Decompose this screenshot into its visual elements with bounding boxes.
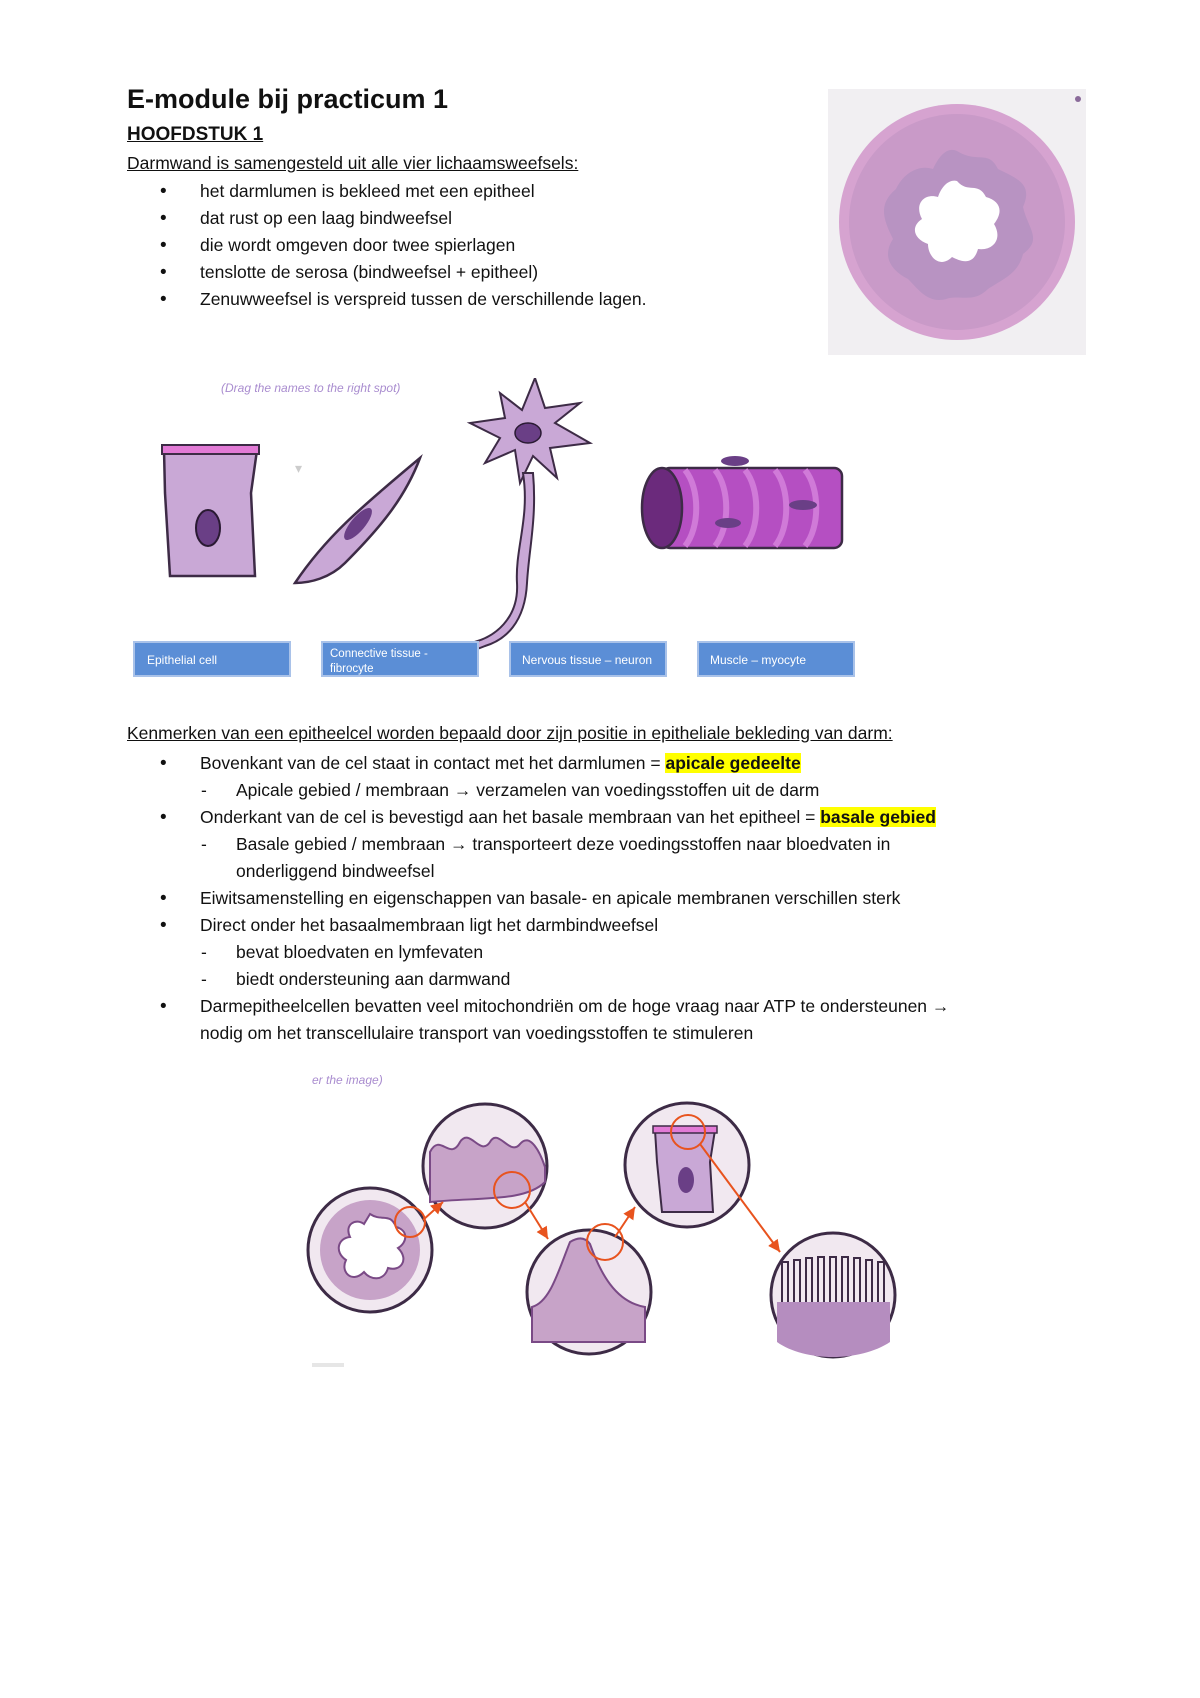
highlight-apical: apicale gedeelte: [665, 753, 801, 773]
figure-hint: er the image): [312, 1073, 383, 1087]
svg-text:Nervous tissue – neuron: Nervous tissue – neuron: [522, 653, 653, 667]
list-item: • Zenuwweefsel is verspreid tussen de verschillende lagen.: [127, 286, 647, 313]
list-item: • Direct onder het basaalmembraan ligt het darmbindweefsel: [127, 912, 1147, 939]
sub-item: - Basale gebied / membraan → transporteert deze voedingsstoffen naar bloedvaten in: [201, 834, 891, 854]
svg-text:fibrocyte: fibrocyte: [330, 663, 374, 675]
intestine-overview-circle: [308, 1188, 432, 1312]
list-item: • dat rust op een laag bindweefsel: [127, 205, 647, 232]
epithelial-cell-illustration: [162, 445, 259, 576]
microvilli-circle: [771, 1233, 895, 1357]
sub-item: - biedt ondersteuning aan darmwand: [201, 969, 511, 989]
sub-item: - Apicale gebied / membraan → verzamelen van voedingsstoffen uit de darm: [201, 780, 820, 800]
list-item: • Eiwitsamenstelling en eigenschappen van basale- en apicale membranen verschillen sterk: [127, 885, 1147, 912]
intestine-cross-section-image: [828, 89, 1086, 355]
list-item: • Onderkant van de cel is bevestigd aan het basale membraan van het epitheel = basale gebied: [127, 804, 1147, 831]
fibrocyte-illustration: [295, 458, 420, 583]
zoom-sequence-figure: [300, 1072, 920, 1372]
section-heading: Kenmerken van een epitheelcel worden bepaald door zijn positie in epitheliale bekleding van darm:: [127, 723, 893, 743]
page-title: E-module bij practicum 1: [127, 84, 449, 114]
highlight-basal: basale gebied: [820, 807, 936, 827]
intro-text: Darmwand is samengesteld uit alle vier lichaamsweefsels:: [127, 153, 579, 173]
list-item: • die wordt omgeven door twee spierlagen: [127, 232, 647, 259]
figure-hint: (Drag the names to the right spot): [221, 381, 401, 395]
sub-item: - bevat bloedvaten en lymfevaten: [201, 942, 484, 962]
villus-circle: [527, 1224, 651, 1354]
list-item: • Darmepitheelcellen bevatten veel mitochondriën om de hoge vraag naar ATP te ondersteunen → nodig om het transcellulaire transport van voedingsstoffen te stimuleren: [127, 993, 1147, 1047]
cell-types-figure: [125, 378, 865, 688]
chapter-heading: HOOFDSTUK 1: [127, 124, 264, 145]
intro-bullet-list: [127, 178, 647, 313]
svg-text:Connective tissue -: Connective tissue -: [330, 648, 428, 660]
svg-text:▾: ▾: [295, 460, 303, 476]
list-item: • Bovenkant van de cel staat in contact met het darmlumen = apicale gedeelte: [127, 750, 1147, 777]
svg-text:Epithelial cell: Epithelial cell: [147, 653, 218, 667]
myocyte-illustration: [642, 456, 842, 548]
section-body: [127, 750, 1147, 1047]
villi-fold-circle: [423, 1104, 547, 1228]
neuron-illustration: [464, 378, 590, 650]
epithelial-cell-circle: [625, 1103, 749, 1227]
sub-item-continuation: onderliggend bindweefsel: [236, 861, 435, 881]
list-item: • tenslotte de serosa (bindweefsel + epitheel): [127, 259, 647, 286]
svg-text:Muscle – myocyte: Muscle – myocyte: [710, 653, 807, 667]
list-item: • het darmlumen is bekleed met een epitheel: [127, 178, 647, 205]
